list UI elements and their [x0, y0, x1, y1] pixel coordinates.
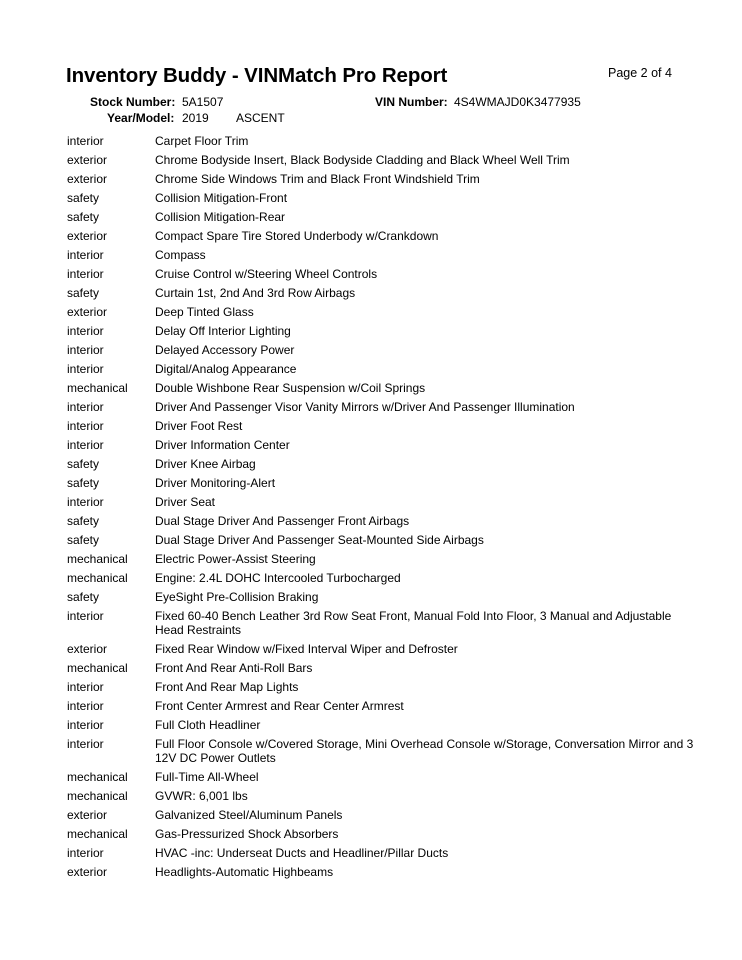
- list-item: [0, 149, 742, 168]
- list-item: [0, 676, 742, 695]
- item-category: safety: [67, 286, 100, 300]
- item-description: Dual Stage Driver And Passenger Front Airbags: [155, 514, 410, 528]
- item-description: HVAC -inc: Underseat Ducts and Headliner/Pillar Ducts: [155, 846, 449, 860]
- item-category: interior: [67, 495, 104, 509]
- list-item: [0, 766, 742, 785]
- item-category: safety: [67, 210, 100, 224]
- item-category: interior: [67, 267, 104, 281]
- list-item: [0, 225, 742, 244]
- item-description: Headlights-Automatic Highbeams: [155, 865, 334, 879]
- list-item: [0, 434, 742, 453]
- item-category: exterior: [67, 808, 108, 822]
- item-category: interior: [67, 248, 104, 262]
- item-description: EyeSight Pre-Collision Braking: [155, 590, 319, 604]
- item-description: Compact Spare Tire Stored Underbody w/Crankdown: [155, 229, 439, 243]
- report-title: Inventory Buddy - VINMatch Pro Report: [66, 64, 448, 87]
- item-category: interior: [67, 718, 104, 732]
- item-description: Galvanized Steel/Aluminum Panels: [155, 808, 343, 822]
- list-item: [0, 714, 742, 733]
- item-description: Cruise Control w/Steering Wheel Controls: [155, 267, 378, 281]
- item-description: Delay Off Interior Lighting: [155, 324, 291, 338]
- list-item: [0, 804, 742, 823]
- item-category: interior: [67, 324, 104, 338]
- page-number: Page 2 of 4: [608, 66, 672, 80]
- list-item: [0, 301, 742, 320]
- list-item: [0, 548, 742, 567]
- list-item: [0, 529, 742, 548]
- item-description: Full Floor Console w/Covered Storage, Mini Overhead Console w/Storage, Conversation Mirror and 3 12V DC Power Outlets: [155, 737, 694, 765]
- list-item: [0, 320, 742, 339]
- list-item: [0, 396, 742, 415]
- list-item: [0, 785, 742, 804]
- item-description: Fixed Rear Window w/Fixed Interval Wiper and Defroster: [155, 642, 458, 656]
- list-item: [0, 842, 742, 861]
- list-item: [0, 339, 742, 358]
- list-item: [0, 586, 742, 605]
- list-item: [0, 657, 742, 676]
- item-category: interior: [67, 846, 104, 860]
- item-category: interior: [67, 438, 104, 452]
- item-category: mechanical: [67, 381, 128, 395]
- item-category: exterior: [67, 642, 108, 656]
- item-category: mechanical: [67, 661, 128, 675]
- year-model-label: Year/Model:: [107, 111, 175, 125]
- item-category: safety: [67, 533, 100, 547]
- item-description: Fixed 60-40 Bench Leather 3rd Row Seat Front, Manual Fold Into Floor, 3 Manual and Adjustable Head Restraints: [155, 609, 672, 637]
- item-category: mechanical: [67, 552, 128, 566]
- item-category: interior: [67, 609, 104, 623]
- item-description: Front Center Armrest and Rear Center Armrest: [155, 699, 404, 713]
- stock-number-value: 5A1507: [182, 95, 224, 109]
- item-category: safety: [67, 457, 100, 471]
- item-description: Gas-Pressurized Shock Absorbers: [155, 827, 339, 841]
- item-description: Driver And Passenger Visor Vanity Mirrors w/Driver And Passenger Illumination: [155, 400, 575, 414]
- list-item: [0, 472, 742, 491]
- list-item: [0, 567, 742, 586]
- item-category: exterior: [67, 229, 108, 243]
- model-value: ASCENT: [236, 111, 285, 125]
- list-item: [0, 861, 742, 880]
- item-category: interior: [67, 134, 104, 148]
- item-description: Electric Power-Assist Steering: [155, 552, 316, 566]
- list-item: [0, 453, 742, 472]
- list-item: [0, 130, 742, 149]
- list-item: [0, 733, 742, 766]
- list-item: [0, 206, 742, 225]
- item-description: Driver Knee Airbag: [155, 457, 256, 471]
- item-category: mechanical: [67, 770, 128, 784]
- item-category: safety: [67, 514, 100, 528]
- list-item: [0, 695, 742, 714]
- list-item: [0, 638, 742, 657]
- item-description: Driver Monitoring-Alert: [155, 476, 276, 490]
- item-category: exterior: [67, 865, 108, 879]
- item-category: interior: [67, 343, 104, 357]
- item-description: Curtain 1st, 2nd And 3rd Row Airbags: [155, 286, 356, 300]
- item-description: Engine: 2.4L DOHC Intercooled Turbocharged: [155, 571, 401, 585]
- item-description: Digital/Analog Appearance: [155, 362, 297, 376]
- item-category: safety: [67, 191, 100, 205]
- item-category: exterior: [67, 305, 108, 319]
- item-description: Chrome Side Windows Trim and Black Front Windshield Trim: [155, 172, 480, 186]
- item-category: exterior: [67, 153, 108, 167]
- item-category: interior: [67, 737, 104, 751]
- item-description: Driver Information Center: [155, 438, 290, 452]
- item-category: mechanical: [67, 789, 128, 803]
- vin-number-value: 4S4WMAJD0K3477935: [454, 95, 581, 109]
- item-category: mechanical: [67, 571, 128, 585]
- list-item: [0, 263, 742, 282]
- item-description: GVWR: 6,001 lbs: [155, 789, 248, 803]
- item-category: safety: [67, 476, 100, 490]
- list-item: [0, 491, 742, 510]
- item-description: Compass: [155, 248, 206, 262]
- item-category: interior: [67, 400, 104, 414]
- year-value: 2019: [182, 111, 209, 125]
- stock-number-label: Stock Number:: [90, 95, 176, 109]
- vin-number-label: VIN Number:: [375, 95, 448, 109]
- item-description: Full-Time All-Wheel: [155, 770, 259, 784]
- item-description: Deep Tinted Glass: [155, 305, 254, 319]
- item-category: interior: [67, 362, 104, 376]
- list-item: [0, 244, 742, 263]
- item-category: safety: [67, 590, 100, 604]
- list-item: [0, 358, 742, 377]
- list-item: [0, 415, 742, 434]
- item-description: Carpet Floor Trim: [155, 134, 249, 148]
- list-item: [0, 377, 742, 396]
- item-description: Chrome Bodyside Insert, Black Bodyside Cladding and Black Wheel Well Trim: [155, 153, 570, 167]
- list-item: [0, 282, 742, 301]
- item-category: interior: [67, 419, 104, 433]
- list-item: [0, 510, 742, 529]
- item-description: Driver Foot Rest: [155, 419, 243, 433]
- item-description: Front And Rear Anti-Roll Bars: [155, 661, 313, 675]
- item-category: interior: [67, 680, 104, 694]
- item-description: Collision Mitigation-Front: [155, 191, 288, 205]
- item-description: Full Cloth Headliner: [155, 718, 261, 732]
- item-description: Dual Stage Driver And Passenger Seat-Mounted Side Airbags: [155, 533, 484, 547]
- item-description: Collision Mitigation-Rear: [155, 210, 286, 224]
- item-category: mechanical: [67, 827, 128, 841]
- equipment-list: [0, 130, 742, 880]
- item-description: Double Wishbone Rear Suspension w/Coil Springs: [155, 381, 426, 395]
- list-item: [0, 187, 742, 206]
- item-category: exterior: [67, 172, 108, 186]
- item-description: Delayed Accessory Power: [155, 343, 295, 357]
- item-category: interior: [67, 699, 104, 713]
- item-description: Driver Seat: [155, 495, 216, 509]
- list-item: [0, 605, 742, 638]
- list-item: [0, 168, 742, 187]
- list-item: [0, 823, 742, 842]
- item-description: Front And Rear Map Lights: [155, 680, 299, 694]
